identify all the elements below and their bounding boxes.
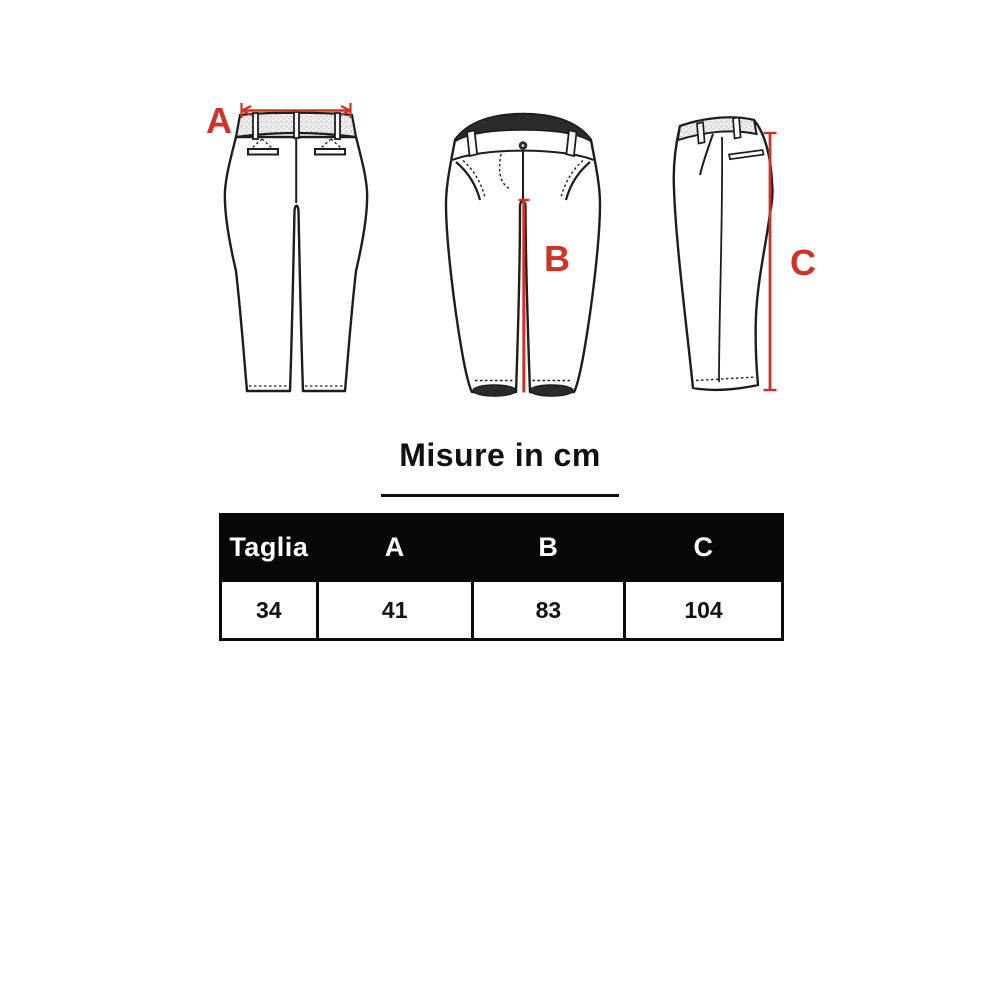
pants-front-view-drawing	[435, 100, 615, 410]
measure-label-b: B	[544, 238, 570, 279]
back-pocket-welt	[315, 149, 345, 155]
side-view-body-outline	[674, 117, 773, 389]
belt-loop	[697, 122, 705, 143]
pants-side-view-drawing	[660, 105, 830, 405]
measure-label-c: C	[790, 242, 816, 283]
size-table-row	[221, 581, 783, 640]
belt-loop	[566, 130, 576, 156]
belt-loop	[467, 130, 477, 156]
belt-loop	[733, 117, 741, 138]
size-table-header-taglia: Taglia	[221, 515, 318, 581]
size-cell-taglia: 34	[221, 581, 318, 640]
pants-back-view-drawing	[205, 95, 385, 410]
size-table	[219, 513, 784, 641]
leg-opening	[530, 385, 573, 396]
size-chart-title: Misure in cm	[399, 437, 601, 473]
belt-loop	[335, 113, 340, 139]
leg-opening	[473, 385, 516, 396]
measure-label-a: A	[206, 100, 232, 141]
size-table-header-a: A	[317, 515, 472, 581]
back-pocket-welt	[248, 149, 278, 155]
size-table-header-c: C	[625, 515, 783, 581]
title-underline	[381, 494, 619, 497]
size-cell-b: 83	[472, 581, 624, 640]
size-table-header-row	[221, 515, 783, 581]
belt-loop	[294, 112, 299, 138]
belt-loop	[253, 113, 258, 139]
size-table-header-b: B	[472, 515, 624, 581]
size-cell-a: 41	[317, 581, 472, 640]
button-hole	[522, 144, 525, 147]
size-cell-c: 104	[625, 581, 783, 640]
